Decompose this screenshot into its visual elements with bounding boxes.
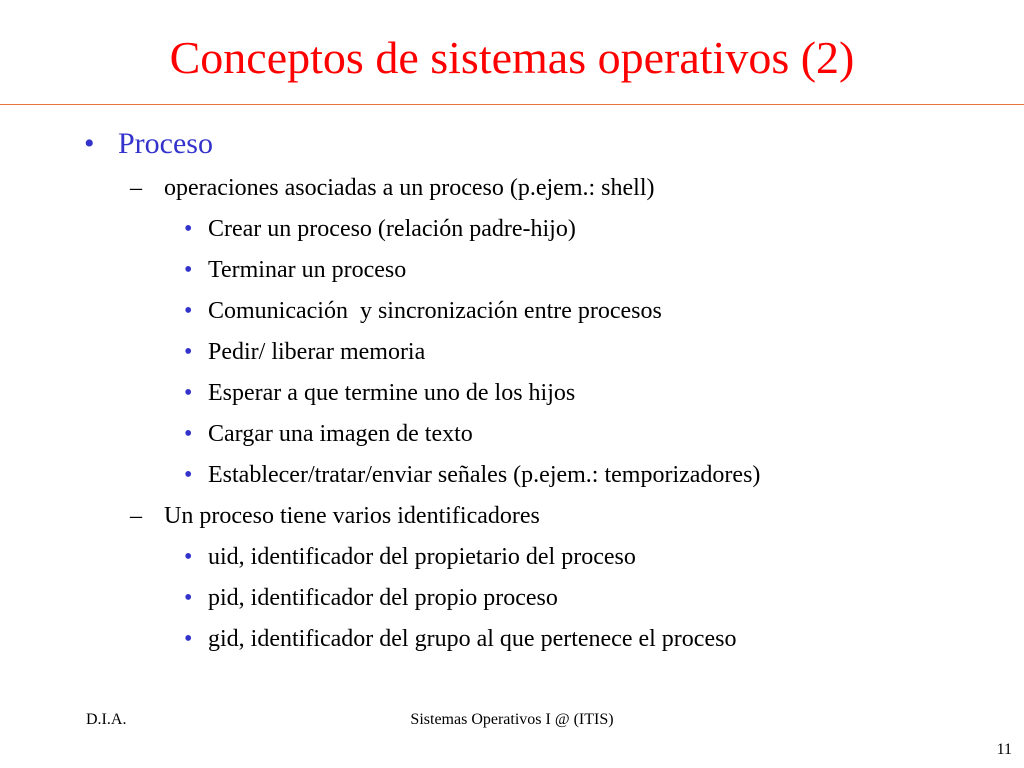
list-item [184,583,558,613]
slide-title: Conceptos de sistemas operativos (2) [169,32,855,83]
bullet-marker: • [184,216,193,242]
sub-bullet-text: operaciones asociadas a un proceso (p.ejem.: shell) [164,175,655,201]
list-item-text: Establecer/tratar/enviar señales (p.ejem.: temporizadores) [208,462,761,488]
bullet-level1-proceso [84,126,213,162]
bullet-marker: • [184,257,193,283]
bullet-marker: • [184,626,193,652]
bullet-marker: • [184,544,193,570]
list-item-text: Crear un proceso (relación padre-hijo) [208,216,576,242]
page-number: 11 [996,741,1012,758]
list-item-text: Cargar una imagen de texto [208,421,473,447]
list-item-text: Esperar a que termine uno de los hijos [208,380,576,406]
list-item [184,378,575,408]
list-item [184,419,473,449]
bullet-text: Proceso [118,127,213,160]
bullet-marker: • [184,339,193,365]
list-item [184,337,425,367]
bullet-marker: • [184,421,193,447]
bullet-marker: • [184,380,193,406]
list-item-text: Terminar un proceso [208,257,407,283]
sub-bullet-identificadores [130,501,540,531]
bullet-marker: • [184,585,193,611]
list-item-text: uid, identificador del propietario del proceso [208,544,636,570]
list-item-text: Pedir/ liberar memoria [208,339,426,365]
list-item [184,214,576,244]
bullet-marker: • [184,298,193,324]
dash-marker: – [130,503,142,529]
footer-center: Sistemas Operativos I @ (ITIS) [410,711,614,728]
sub-bullet-text: Un proceso tiene varios identificadores [164,503,540,529]
list-item-text: pid, identificador del propio proceso [208,585,558,611]
list-item-text: Comunicación y sincronización entre procesos [208,298,662,324]
footer-left: D.I.A. [86,711,127,728]
dash-marker: – [130,175,142,201]
list-item [184,255,406,285]
list-item [184,296,662,326]
sub-bullet-operaciones [130,173,654,203]
list-item [184,624,736,654]
list-item [184,460,760,490]
bullet-marker: • [184,462,193,488]
list-item [184,542,636,572]
list-item-text: gid, identificador del grupo al que pertenece el proceso [208,626,737,652]
bullet-marker: • [84,127,95,160]
